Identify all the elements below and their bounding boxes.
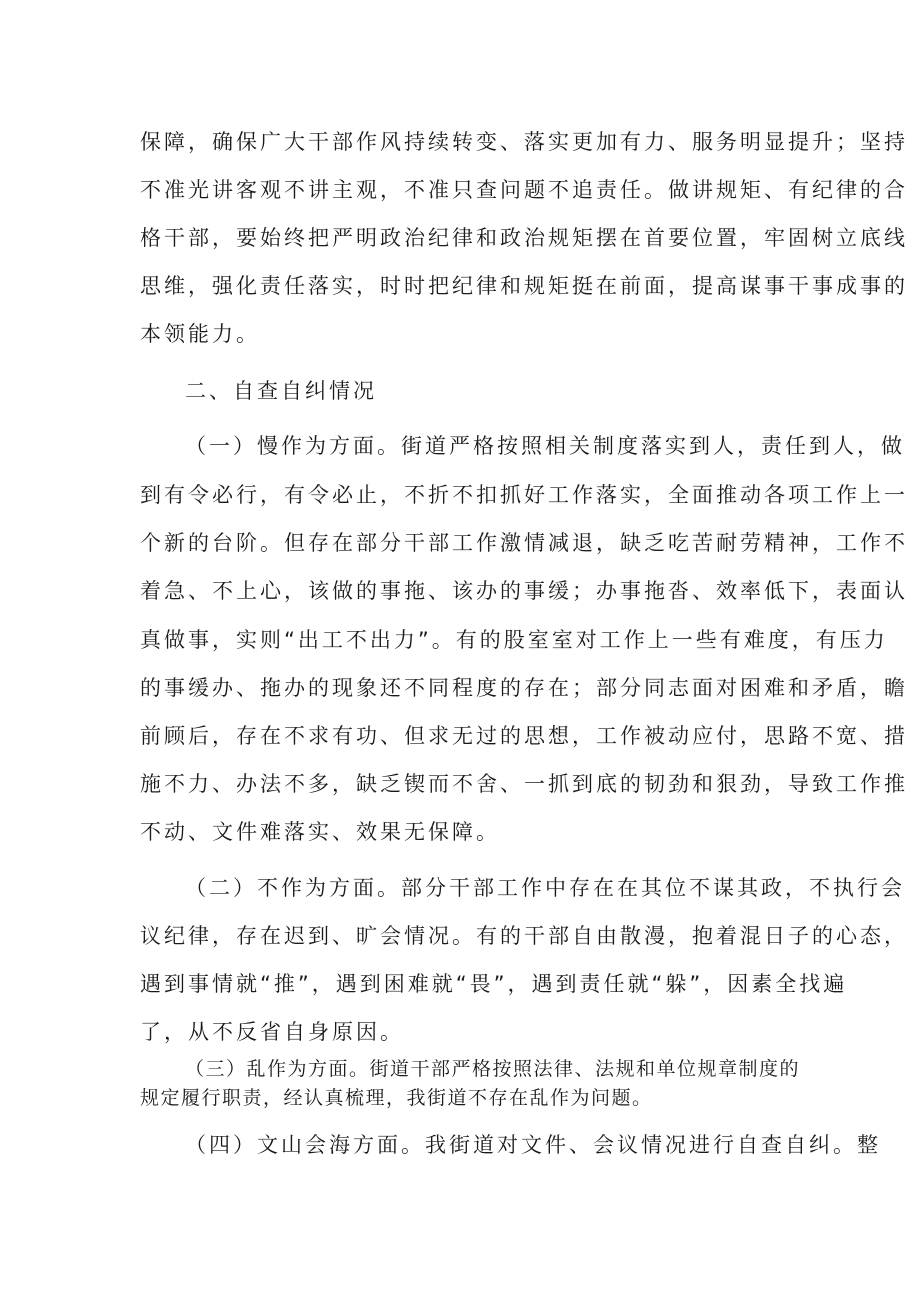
- paragraph-line: （四）文山会海方面。我街道对文件、会议情况进行自查自纠。整: [185, 1133, 881, 1157]
- section-heading: 二、自查自纠情况: [185, 379, 377, 403]
- paragraph-line: 不动、文件难落实、效果无保障。: [140, 820, 500, 844]
- paragraph-line: （二）不作为方面。部分干部工作中存在在其位不谋其政，不执行会: [185, 876, 905, 900]
- paragraph-line: 遇到事情就“推”，遇到困难就“畏”，遇到责任就“躲”，因素全找遍: [140, 972, 848, 996]
- paragraph-line: 格干部，要始终把严明政治纪律和政治规矩摆在首要位置，牢固树立底线: [140, 226, 908, 250]
- paragraph-line: 保障，确保广大干部作风持续转变、落实更加有力、服务明显提升；坚持: [140, 130, 908, 154]
- paragraph-line: 着急、不上心，该做的事拖、该办的事缓；办事拖沓、效率低下，表面认: [140, 579, 908, 603]
- paragraph-line: 思维，强化责任落实，时时把纪律和规矩挺在前面，提高谋事干事成事的: [140, 274, 908, 298]
- paragraph-line: （三）乱作为方面。街道干部严格按照法律、法规和单位规章制度的: [185, 1058, 801, 1080]
- paragraph-line: 规定履行职责，经认真梳理，我街道不存在乱作为问题。: [140, 1087, 653, 1109]
- paragraph-line: 了，从不反省自身原因。: [140, 1020, 404, 1044]
- paragraph-line: 本领能力。: [140, 322, 260, 346]
- paragraph-line: （一）慢作为方面。街道严格按照相关制度落实到人，责任到人，做: [185, 434, 905, 458]
- paragraph-line: 前顾后，存在不求有功、但求无过的思想，工作被动应付，思路不宽、措: [140, 724, 908, 748]
- paragraph-line: 的事缓办、拖办的现象还不同程度的存在；部分同志面对困难和矛盾，瞻: [140, 676, 908, 700]
- paragraph-line: 不准光讲客观不讲主观，不准只查问题不追责任。做讲规矩、有纪律的合: [140, 178, 908, 202]
- paragraph-line: 个新的台阶。但存在部分干部工作激情减退，缺乏吃苦耐劳精神，工作不: [140, 531, 908, 555]
- paragraph-line: 真做事，实则“出工不出力”。有的股室室对工作上一些有难度，有压力: [140, 628, 888, 652]
- paragraph-line: 施不力、办法不多，缺乏锲而不舍、一抓到底的韧劲和狠劲，导致工作推: [140, 772, 908, 796]
- paragraph-line: 议纪律，存在迟到、旷会情况。有的干部自由散漫，抱着混日子的心态，: [140, 924, 908, 948]
- paragraph-line: 到有令必行，有令必止，不折不扣抓好工作落实，全面推动各项工作上一: [140, 483, 908, 507]
